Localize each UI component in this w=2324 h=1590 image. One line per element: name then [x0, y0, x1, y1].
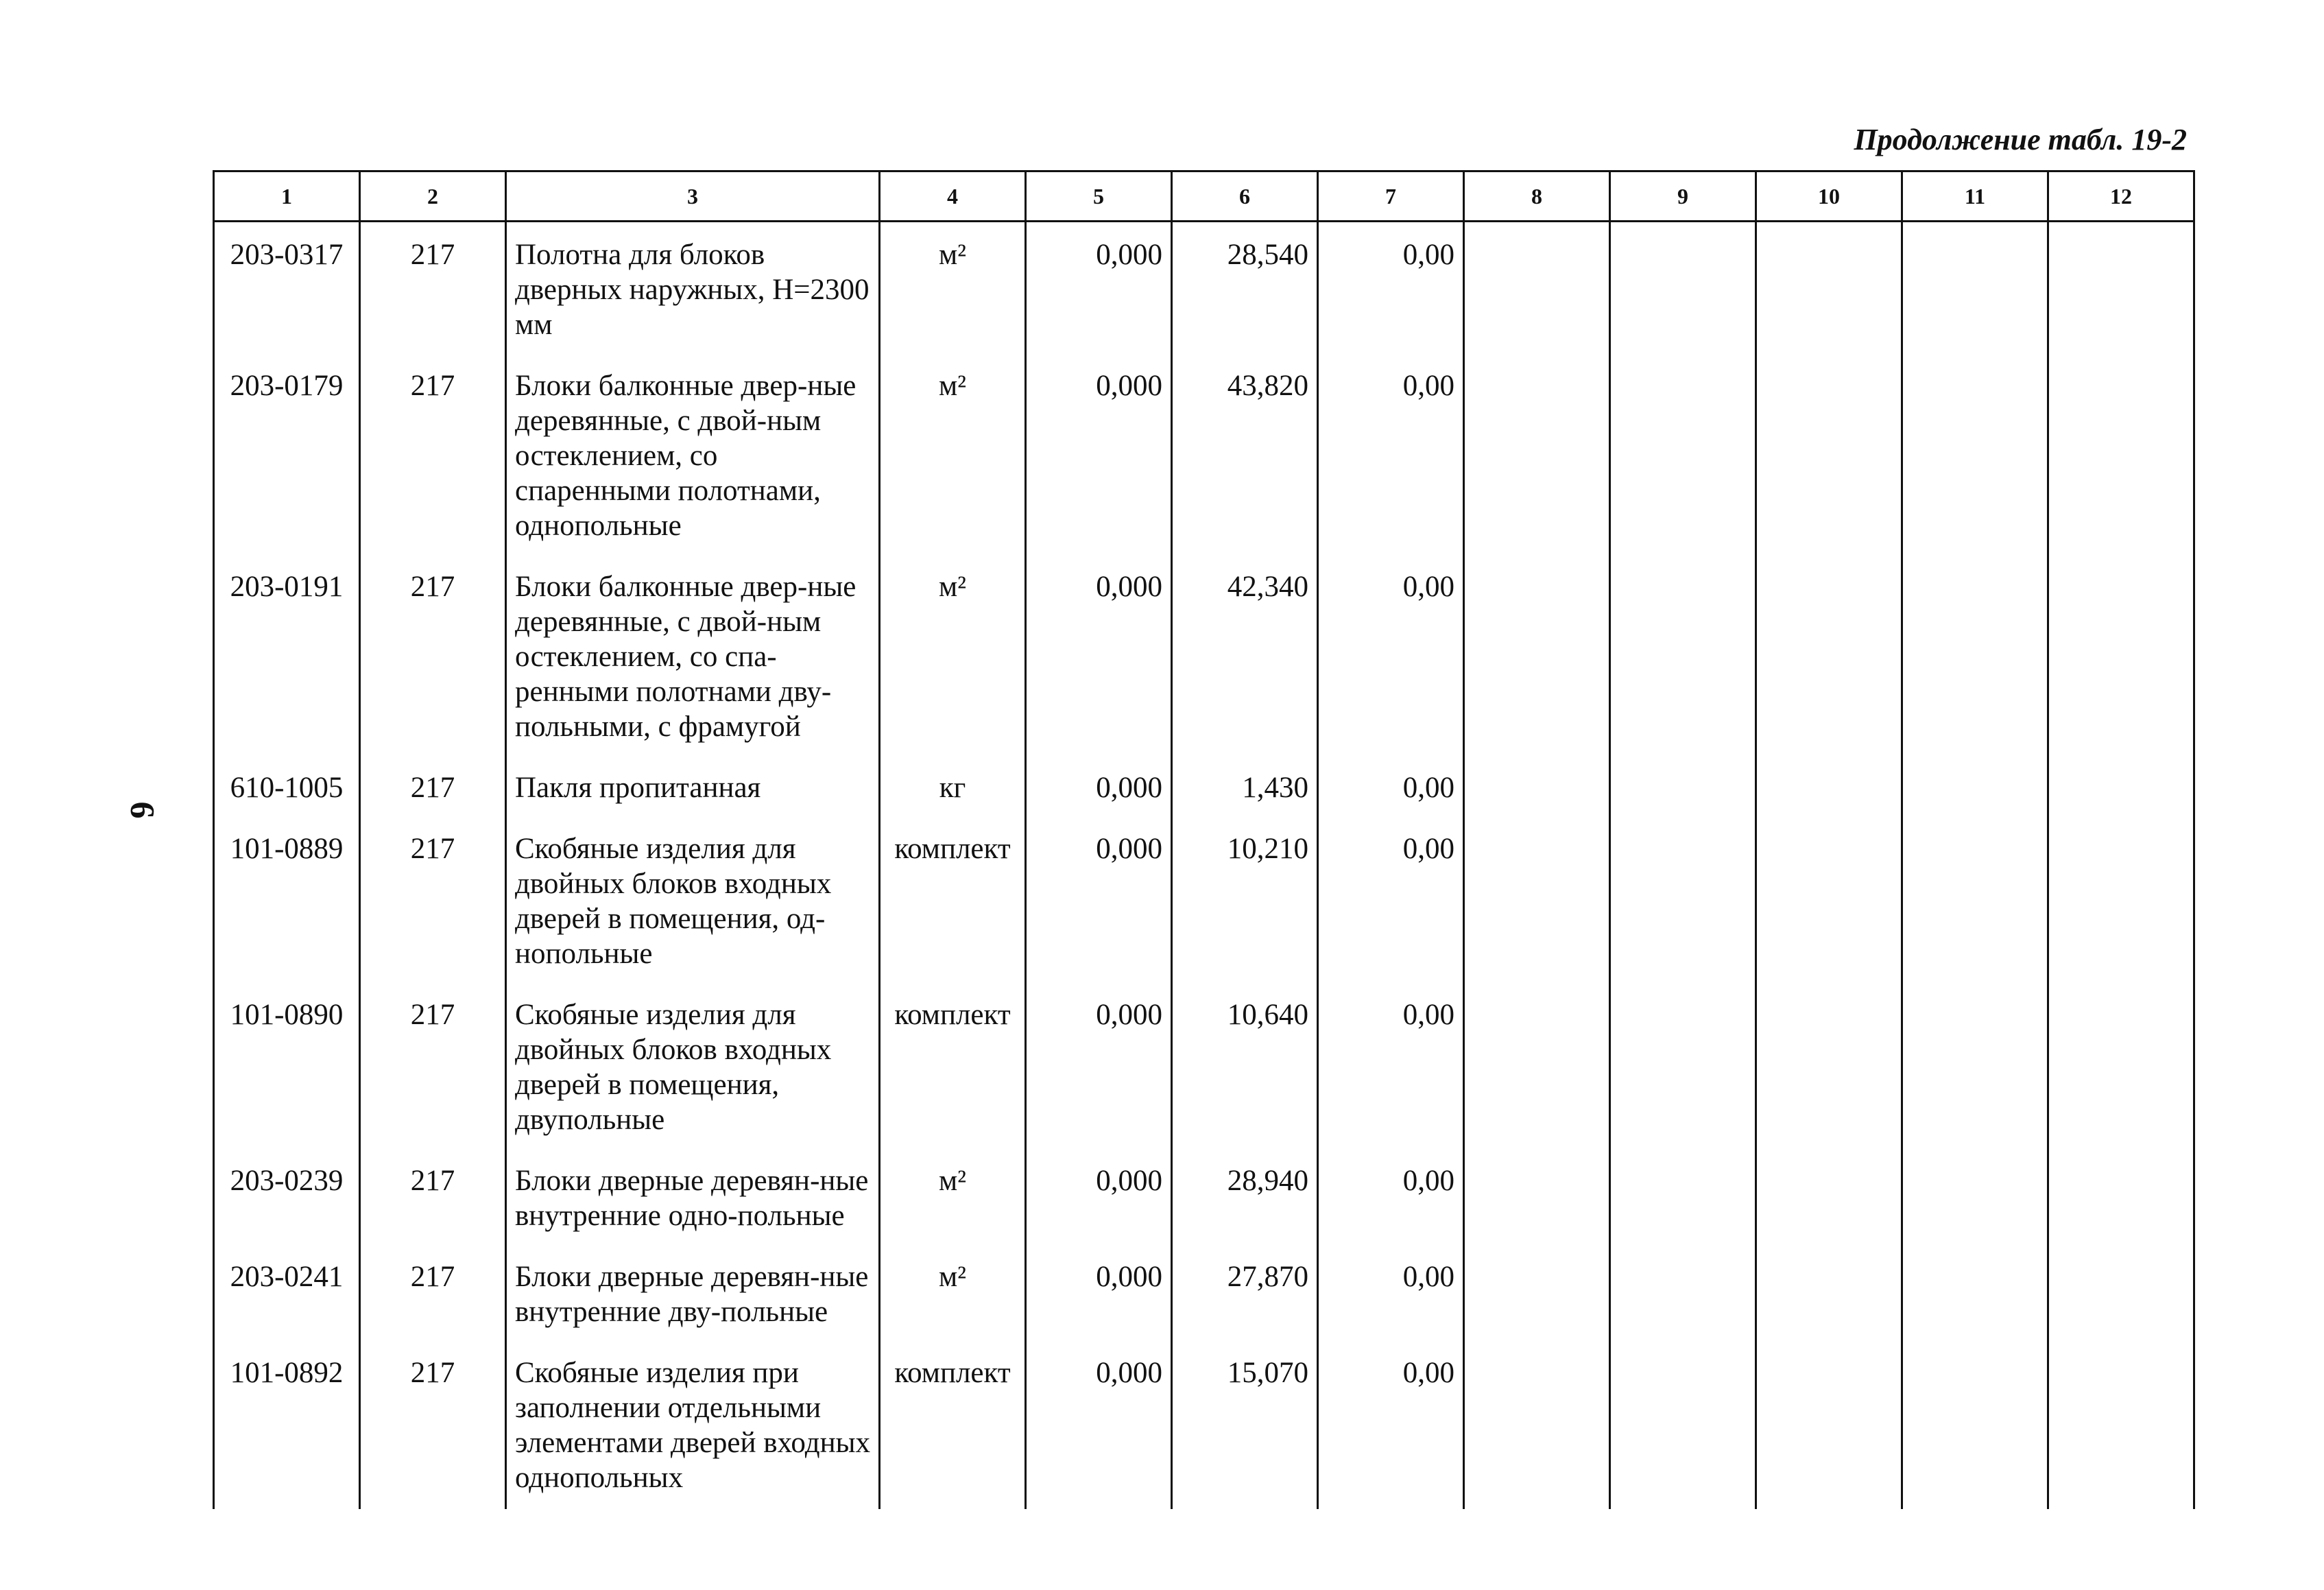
item-name-cell: Скобяные изделия для двойных блоков входных дверей в помещения, од-нопольные — [506, 819, 880, 985]
table-caption: Продолжение табл. 19-2 — [1854, 123, 2187, 156]
item-number-cell: 217 — [360, 1343, 506, 1509]
unit-cell: комплект — [880, 819, 1026, 985]
value-cell-5: 0,000 — [1026, 758, 1172, 819]
empty-cell-11 — [1902, 222, 2048, 357]
item-code-cell: 101-0889 — [214, 819, 360, 985]
item-name-cell: Блоки дверные деревян-ные внутренние дву-польные — [506, 1247, 880, 1343]
item-code-cell: 203-0191 — [214, 557, 360, 758]
value-cell-5: 0,000 — [1026, 1247, 1172, 1343]
empty-cell-10 — [1756, 985, 1902, 1151]
column-header: 6 — [1172, 171, 1318, 222]
empty-cell-8 — [1464, 356, 1610, 557]
empty-cell-10 — [1756, 222, 1902, 357]
data-table — [213, 170, 2195, 1509]
item-number-cell: 217 — [360, 222, 506, 357]
value-cell-7: 0,00 — [1318, 1247, 1464, 1343]
unit-cell: комплект — [880, 1343, 1026, 1509]
empty-cell-9 — [1610, 1247, 1756, 1343]
item-code-cell: 203-0239 — [214, 1151, 360, 1247]
empty-cell-10 — [1756, 557, 1902, 758]
value-cell-7: 0,00 — [1318, 1343, 1464, 1509]
empty-cell-10 — [1756, 1151, 1902, 1247]
column-header: 11 — [1902, 171, 2048, 222]
unit-cell: кг — [880, 758, 1026, 819]
item-code-cell: 101-0890 — [214, 985, 360, 1151]
item-name-cell: Блоки балконные двер-ные деревянные, с двой-ным остеклением, со спа-ренными полотнами дву-польными, с фрамугой — [506, 557, 880, 758]
value-cell-5: 0,000 — [1026, 557, 1172, 758]
item-number-cell: 217 — [360, 557, 506, 758]
item-number-cell: 217 — [360, 1151, 506, 1247]
empty-cell-9 — [1610, 1343, 1756, 1509]
table-row — [214, 819, 2194, 985]
empty-cell-12 — [2048, 985, 2194, 1151]
item-code-cell: 610-1005 — [214, 758, 360, 819]
empty-cell-9 — [1610, 356, 1756, 557]
value-cell-6: 27,870 — [1172, 1247, 1318, 1343]
empty-cell-10 — [1756, 819, 1902, 985]
value-cell-6: 42,340 — [1172, 557, 1318, 758]
header-row — [214, 171, 2194, 222]
table-row — [214, 1151, 2194, 1247]
value-cell-6: 28,940 — [1172, 1151, 1318, 1247]
item-code-cell: 203-0179 — [214, 356, 360, 557]
item-number-cell: 217 — [360, 758, 506, 819]
column-header: 8 — [1464, 171, 1610, 222]
value-cell-5: 0,000 — [1026, 1343, 1172, 1509]
value-cell-6: 10,640 — [1172, 985, 1318, 1151]
empty-cell-8 — [1464, 985, 1610, 1151]
empty-cell-9 — [1610, 758, 1756, 819]
empty-cell-12 — [2048, 222, 2194, 357]
value-cell-7: 0,00 — [1318, 557, 1464, 758]
empty-cell-12 — [2048, 356, 2194, 557]
value-cell-7: 0,00 — [1318, 222, 1464, 357]
table-row — [214, 985, 2194, 1151]
item-number-cell: 217 — [360, 356, 506, 557]
table-row — [214, 1247, 2194, 1343]
unit-cell: м² — [880, 1247, 1026, 1343]
value-cell-5: 0,000 — [1026, 819, 1172, 985]
empty-cell-11 — [1902, 1151, 2048, 1247]
empty-cell-11 — [1902, 557, 2048, 758]
empty-cell-9 — [1610, 222, 1756, 357]
empty-cell-9 — [1610, 985, 1756, 1151]
empty-cell-11 — [1902, 819, 2048, 985]
empty-cell-12 — [2048, 1247, 2194, 1343]
table-row — [214, 222, 2194, 357]
item-code-cell: 101-0892 — [214, 1343, 360, 1509]
empty-cell-8 — [1464, 1343, 1610, 1509]
unit-cell: комплект — [880, 985, 1026, 1151]
column-header: 4 — [880, 171, 1026, 222]
value-cell-7: 0,00 — [1318, 758, 1464, 819]
item-number-cell: 217 — [360, 819, 506, 985]
value-cell-6: 10,210 — [1172, 819, 1318, 985]
item-code-cell: 203-0241 — [214, 1247, 360, 1343]
item-code-cell: 203-0317 — [214, 222, 360, 357]
column-header: 12 — [2048, 171, 2194, 222]
empty-cell-8 — [1464, 1151, 1610, 1247]
empty-cell-10 — [1756, 1247, 1902, 1343]
item-name-cell: Скобяные изделия для двойных блоков входных дверей в помещения, двупольные — [506, 985, 880, 1151]
item-number-cell: 217 — [360, 985, 506, 1151]
empty-cell-11 — [1902, 356, 2048, 557]
table-row — [214, 356, 2194, 557]
unit-cell: м² — [880, 222, 1026, 357]
empty-cell-8 — [1464, 758, 1610, 819]
empty-cell-10 — [1756, 356, 1902, 557]
value-cell-7: 0,00 — [1318, 985, 1464, 1151]
empty-cell-8 — [1464, 222, 1610, 357]
column-header: 3 — [506, 171, 880, 222]
column-header: 9 — [1610, 171, 1756, 222]
value-cell-7: 0,00 — [1318, 1151, 1464, 1247]
value-cell-6: 1,430 — [1172, 758, 1318, 819]
value-cell-6: 43,820 — [1172, 356, 1318, 557]
unit-cell: м² — [880, 1151, 1026, 1247]
page-number: 6 — [123, 801, 163, 819]
unit-cell: м² — [880, 356, 1026, 557]
empty-cell-10 — [1756, 758, 1902, 819]
unit-cell: м² — [880, 557, 1026, 758]
empty-cell-8 — [1464, 1247, 1610, 1343]
empty-cell-11 — [1902, 1247, 2048, 1343]
empty-cell-12 — [2048, 1343, 2194, 1509]
value-cell-7: 0,00 — [1318, 356, 1464, 557]
table-row — [214, 758, 2194, 819]
empty-cell-10 — [1756, 1343, 1902, 1509]
empty-cell-11 — [1902, 758, 2048, 819]
item-name-cell: Скобяные изделия при заполнении отдельными элементами дверей входных однопольных — [506, 1343, 880, 1509]
column-header: 7 — [1318, 171, 1464, 222]
table-body — [214, 222, 2194, 1510]
column-header: 1 — [214, 171, 360, 222]
empty-cell-8 — [1464, 819, 1610, 985]
column-header: 10 — [1756, 171, 1902, 222]
empty-cell-9 — [1610, 557, 1756, 758]
column-header: 5 — [1026, 171, 1172, 222]
column-header: 2 — [360, 171, 506, 222]
empty-cell-11 — [1902, 1343, 2048, 1509]
empty-cell-9 — [1610, 1151, 1756, 1247]
item-number-cell: 217 — [360, 1247, 506, 1343]
value-cell-7: 0,00 — [1318, 819, 1464, 985]
item-name-cell: Блоки дверные деревян-ные внутренние одно-польные — [506, 1151, 880, 1247]
item-name-cell: Пакля пропитанная — [506, 758, 880, 819]
item-name-cell: Блоки балконные двер-ные деревянные, с двой-ным остеклением, со спаренными полотнами, однопольные — [506, 356, 880, 557]
empty-cell-8 — [1464, 557, 1610, 758]
value-cell-6: 15,070 — [1172, 1343, 1318, 1509]
empty-cell-12 — [2048, 758, 2194, 819]
empty-cell-9 — [1610, 819, 1756, 985]
empty-cell-12 — [2048, 1151, 2194, 1247]
value-cell-5: 0,000 — [1026, 356, 1172, 557]
item-name-cell: Полотна для блоков дверных наружных, Н=2300 мм — [506, 222, 880, 357]
table-row — [214, 557, 2194, 758]
empty-cell-12 — [2048, 819, 2194, 985]
value-cell-6: 28,540 — [1172, 222, 1318, 357]
empty-cell-11 — [1902, 985, 2048, 1151]
table-row — [214, 1343, 2194, 1509]
value-cell-5: 0,000 — [1026, 1151, 1172, 1247]
value-cell-5: 0,000 — [1026, 222, 1172, 357]
value-cell-5: 0,000 — [1026, 985, 1172, 1151]
empty-cell-12 — [2048, 557, 2194, 758]
